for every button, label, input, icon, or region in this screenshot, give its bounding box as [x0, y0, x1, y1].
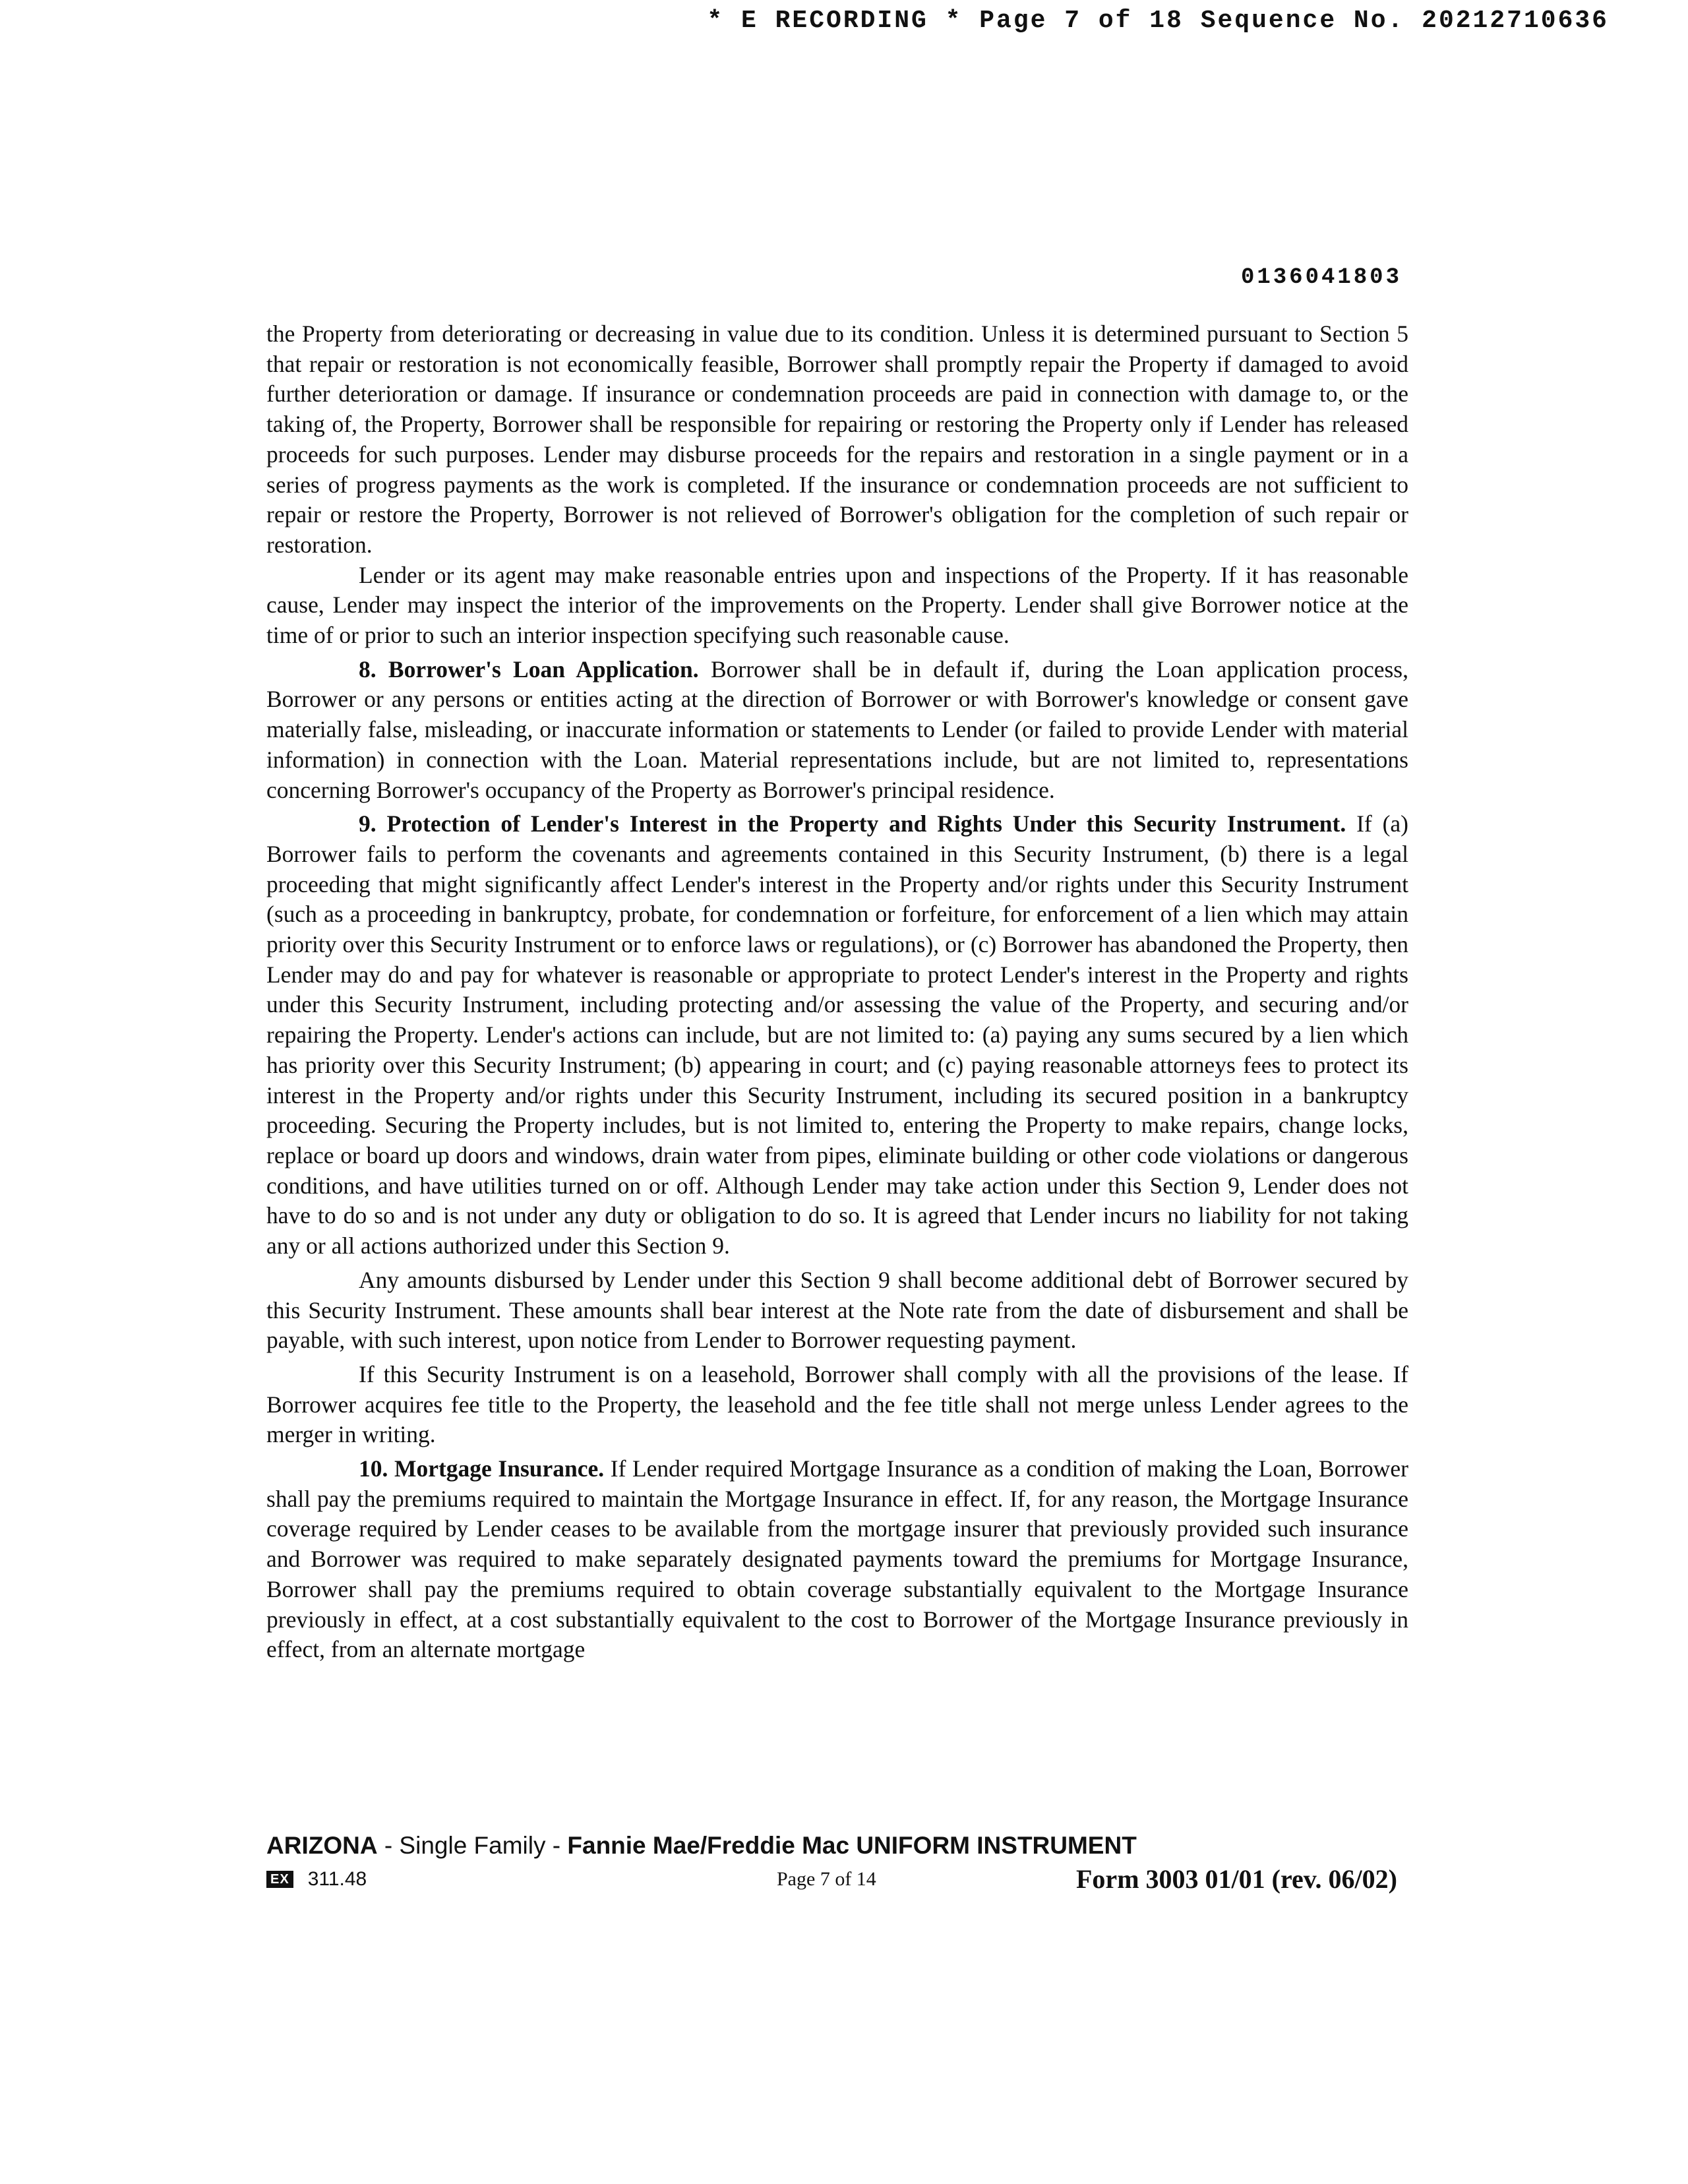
footer-page-number: Page 7 of 14 [777, 1868, 876, 1890]
footer-state: ARIZONA [266, 1832, 378, 1859]
section-10 [266, 1454, 1408, 1665]
footer-code: 311.48 [307, 1868, 367, 1890]
document-body [266, 319, 1408, 1665]
section-8-text: Borrower shall be in default if, during the Loan application process, Borrower or any persons or entities acting at the direction of Borrower or with Borrower's knowledge or consent gave materially false, misleading, or inaccurate information or statements to Lender (or failed to provide Lender with material information) in connection with the Loan. Material representations include, but are not limited to, representations concerning Borrower's occupancy of the Property as Borrower's principal residence. [266, 655, 1408, 803]
footer-form-number: Form 3003 01/01 (rev. 06/02) [1076, 1864, 1397, 1894]
section-9 [266, 809, 1408, 1261]
section-10-heading: 10. Mortgage Insurance. [359, 1455, 605, 1482]
ex-logo-icon: EX [266, 1871, 293, 1888]
footer-instrument: Fannie Mae/Freddie Mac UNIFORM INSTRUMENT [567, 1832, 1137, 1859]
paragraph-inspection: Lender or its agent may make reasonable entries upon and inspections of the Property. If it has reasonable cause, Lender may inspect the interior of the improvements on the Property. Lender shall give Borrower notice at the time of or prior to such an interior inspection specifying such reasonable cause. [266, 561, 1408, 649]
section-8-heading: 8. Borrower's Loan Application. [359, 655, 699, 682]
paragraph-leasehold: If this Security Instrument is on a leasehold, Borrower shall comply with all the provisions of the lease. If Borrower acquires fee title to the Property, the leasehold and the fee title shall not merge unless Lender agrees to the merger in writing. [266, 1360, 1408, 1448]
footer-title [266, 1832, 1137, 1860]
section-10-text: If Lender required Mortgage Insurance as a condition of making the Loan, Borrower shall pay the premiums required to maintain the Mortgage Insurance in effect. If, for any reason, the Mortgage Insurance coverage required by Lender ceases to be available from the mortgage insurer that previously provided such insurance and Borrower was required to make separately designated payments toward the premiums for Mortgage Insurance, Borrower shall pay the premiums required to obtain coverage substantially equivalent to the Mortgage Insurance previously in effect, at a cost substantially equivalent to the cost to Borrower of the Mortgage Insurance previously in effect, from an alternate mortgage [266, 1455, 1408, 1663]
paragraph-amounts-disbursed: Any amounts disbursed by Lender under this Section 9 shall become additional debt of Borrower secured by this Security Instrument. These amounts shall bear interest at the Note rate from the date of disbursement and shall be payable, with such interest, upon notice from Lender to Borrower requesting payment. [266, 1266, 1408, 1354]
loan-number: 0136041803 [1240, 265, 1402, 290]
section-8 [266, 655, 1408, 806]
section-9-text: If (a) Borrower fails to perform the covenants and agreements contained in this Security Instrument, (b) there is a legal proceeding that might significantly affect Lender's interest in the Property and/or rights under this Security Instrument (such as a proceeding in bankruptcy, probate, for condemnation or forfeiture, for enforcement of a lien which may attain priority over this Security Instrument or to enforce laws or regulations), or (c) Borrower has abandoned the Property, then Lender may do and pay for whatever is reasonable or appropriate to protect Lender's interest in the Property and rights under this Security Instrument, including protecting and/or assessing the value of the Property, and securing and/or repairing the Property. Lender's actions can include, but are not limited to: (a) paying any sums secured by a lien which has priority over this Security Instrument; (b) appearing in court; and (c) paying reasonable attorneys fees to protect its interest in the Property and/or rights under this Security Instrument, including its secured position in a bankruptcy proceeding. Securing the Property includes, but is not limited to, entering the Property to make repairs, change locks, replace or board up doors and windows, drain water from pipes, eliminate building or other code violations or dangerous conditions, and have utilities turned on or off. Although Lender may take action under this Section 9, Lender does not have to do so and is not under any duty or obligation to do so. It is agreed that Lender incurs no liability for not taking any or all actions authorized under this Section 9. [266, 810, 1408, 1259]
section-9-heading: 9. Protection of Lender's Interest in the Property and Rights Under this Security Instrument. [359, 810, 1346, 837]
paragraph-repair: the Property from deteriorating or decreasing in value due to its condition. Unless it is determined pursuant to Section 5 that repair or restoration is not economically feasible, Borrower shall promptly repair the Property if damaged to avoid further deterioration or damage. If insurance or condemnation proceeds are paid in connection with damage to, or the taking of, the Property, Borrower shall be responsible for repairing or restoring the Property only if Lender has released proceeds for such purposes. Lender may disburse proceeds for the repairs and restoration in a single payment or in a series of progress payments as the work is completed. If the insurance or condemnation proceeds are not sufficient to repair or restore the Property, Borrower is not relieved of Borrower's obligation for the completion of such repair or restoration. [266, 320, 1408, 558]
footer-code-line [266, 1868, 367, 1891]
footer-separator: - Single Family - [377, 1832, 568, 1859]
recording-header: * E RECORDING * Page 7 of 18 Sequence No. 20212710636 [707, 7, 1609, 35]
